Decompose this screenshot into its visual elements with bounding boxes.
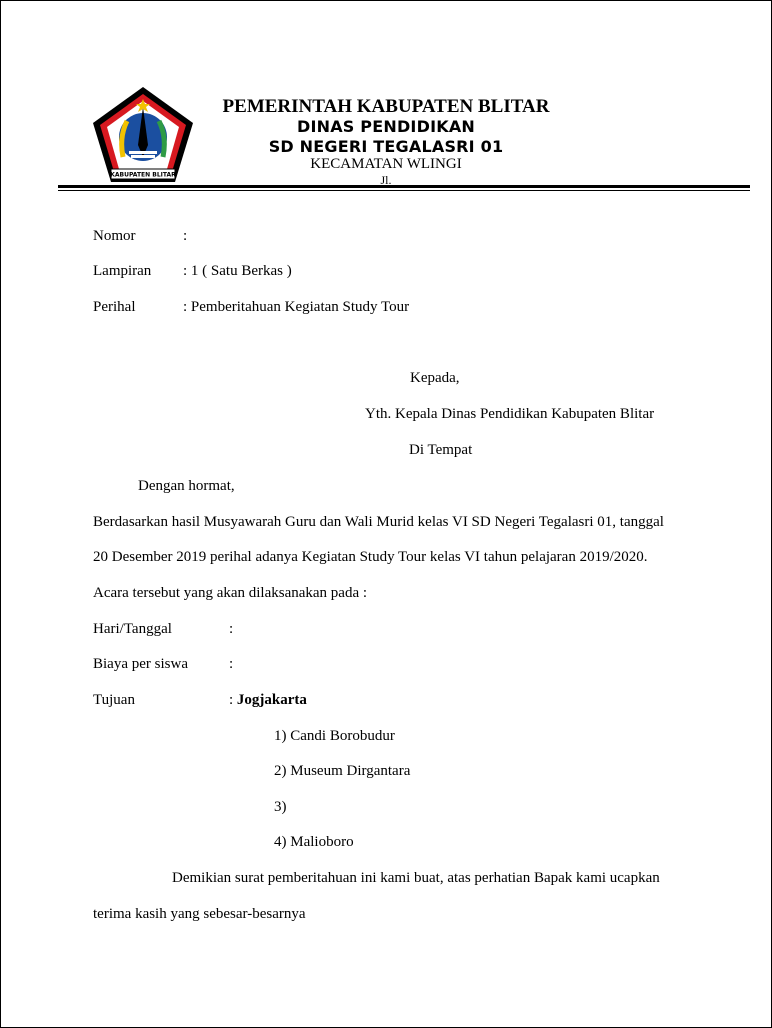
biaya-label: Biaya per siswa [93, 656, 188, 672]
destination-item: 1) Candi Borobudur [274, 728, 395, 744]
hari-tanggal-label: Hari/Tanggal [93, 621, 172, 637]
emblem-banner-text: KABUPATEN BLITAR [110, 171, 176, 179]
tujuan-label: Tujuan [93, 692, 135, 708]
paragraph-2: Acara tersebut yang akan dilaksanakan pada : [93, 585, 368, 601]
destination-item: 2) Museum Dirgantara [274, 763, 411, 779]
biaya-value: : [229, 656, 234, 672]
paragraph-1-line-2: 20 Desember 2019 perihal adanya Kegiatan Study Tour kelas VI tahun pelajaran 2019/2020. [93, 549, 648, 565]
header-department: DINAS PENDIDIKAN [297, 117, 475, 136]
header-government: PEMERINTAH KABUPATEN BLITAR [222, 96, 550, 117]
nomor-value: : [183, 228, 188, 244]
greeting: Dengan hormat, [138, 478, 235, 494]
header-district: KECAMATAN WLINGI [310, 156, 462, 172]
destination-item: 3) [274, 799, 287, 815]
recipient-name: Yth. Kepala Dinas Pendidikan Kabupaten Blitar [365, 406, 655, 422]
recipient-place: Di Tempat [409, 442, 473, 458]
tujuan-line [229, 691, 307, 709]
kabupaten-blitar-emblem-icon [93, 85, 195, 185]
tujuan-value: Jogjakarta [236, 692, 307, 708]
header-address: Jl. [380, 173, 392, 184]
paragraph-1-line-1: Berdasarkan hasil Musyawarah Guru dan Wali Murid kelas VI SD Negeri Tegalasri 01, tanggal [93, 514, 664, 530]
closing-line-2: terima kasih yang sebesar-besarnya [93, 906, 306, 922]
hari-tanggal-value: : [229, 621, 234, 637]
header-rule-thick [58, 185, 750, 188]
recipient-kepada: Kepada, [410, 370, 460, 386]
header-school: SD NEGERI TEGALASRI 01 [268, 137, 504, 156]
perihal-value: : Pemberitahuan Kegiatan Study Tour [183, 299, 410, 315]
nomor-label: Nomor [93, 228, 136, 244]
lampiran-value: : 1 ( Satu Berkas ) [183, 263, 292, 279]
tujuan-colon: : [229, 692, 237, 708]
lampiran-label: Lampiran [93, 263, 152, 279]
header-rule-thin [58, 190, 750, 191]
closing-line-1: Demikian surat pemberitahuan ini kami buat, atas perhatian Bapak kami ucapkan [172, 870, 660, 886]
perihal-label: Perihal [93, 299, 136, 315]
destination-item: 4) Malioboro [274, 834, 354, 850]
